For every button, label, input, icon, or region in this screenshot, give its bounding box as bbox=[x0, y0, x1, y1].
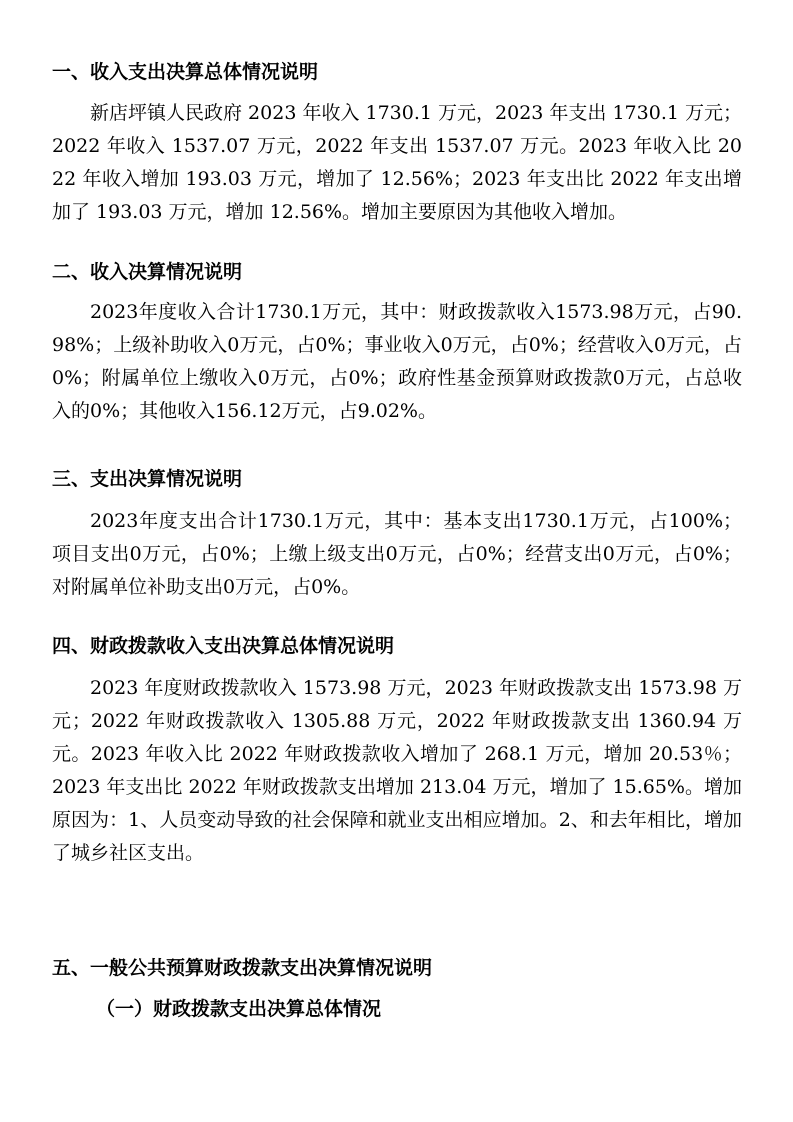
section-3-heading: 三、支出决算情况说明 bbox=[52, 468, 243, 490]
section-4-heading: 四、财政拨款收入支出决算总体情况说明 bbox=[52, 635, 395, 657]
section-5-heading: 五、一般公共预算财政拨款支出决算情况说明 bbox=[52, 957, 433, 979]
section-4-paragraph: 2023 年度财政拨款收入 1573.98 万元，2023 年财政拨款支出 1573.98 万元；2022 年财政拨款收入 1305.88 万元，2022 年财政拨款支出 1360.94 万元。2023 年收入比 2022 年财政拨款收入增加了 268.1 万元，增加 20.53％；2023 年支出比 2022 年财政拨款支出增加 213.04 万元，增加了 15.65%。增加原因为：1、人员变动导致的社会保障和就业支出相应增加。2、和去年相比，增加了城乡社区支出。 bbox=[52, 677, 742, 864]
section-3-paragraph: 2023年度支出合计1730.1万元，其中：基本支出1730.1万元，占100%；项目支出0万元，占0%；上缴上级支出0万元，占0%；经营支出0万元，占0%；对附属单位补助支出0万元，占0%。 bbox=[52, 510, 742, 598]
section-5-subheading: （一）财政拨款支出决算总体情况 bbox=[96, 998, 382, 1020]
section-1-heading: 一、收入支出决算总体情况说明 bbox=[52, 61, 319, 83]
section-2-heading: 二、收入决算情况说明 bbox=[52, 261, 243, 283]
section-2-paragraph: 2023年度收入合计1730.1万元，其中：财政拨款收入1573.98万元，占90.98%；上级补助收入0万元，占0%；事业收入0万元，占0%；经营收入0万元，占0%；附属单位上缴收入0万元，占0%；政府性基金预算财政拨款0万元，占总收入的0%；其他收入156.12万元，占9.02%。 bbox=[52, 301, 742, 422]
section-1-paragraph: 新店坪镇人民政府 2023 年收入 1730.1 万元，2023 年支出 1730.1 万元；2022 年收入 1537.07 万元，2022 年支出 1537.07 万元。2023 年收入比 2022 年收入增加 193.03 万元，增加了 12.56%；2023 年支出比 2022 年支出增加了 193.03 万元，增加 12.56%。增加主要原因为其他收入增加。 bbox=[52, 102, 742, 223]
